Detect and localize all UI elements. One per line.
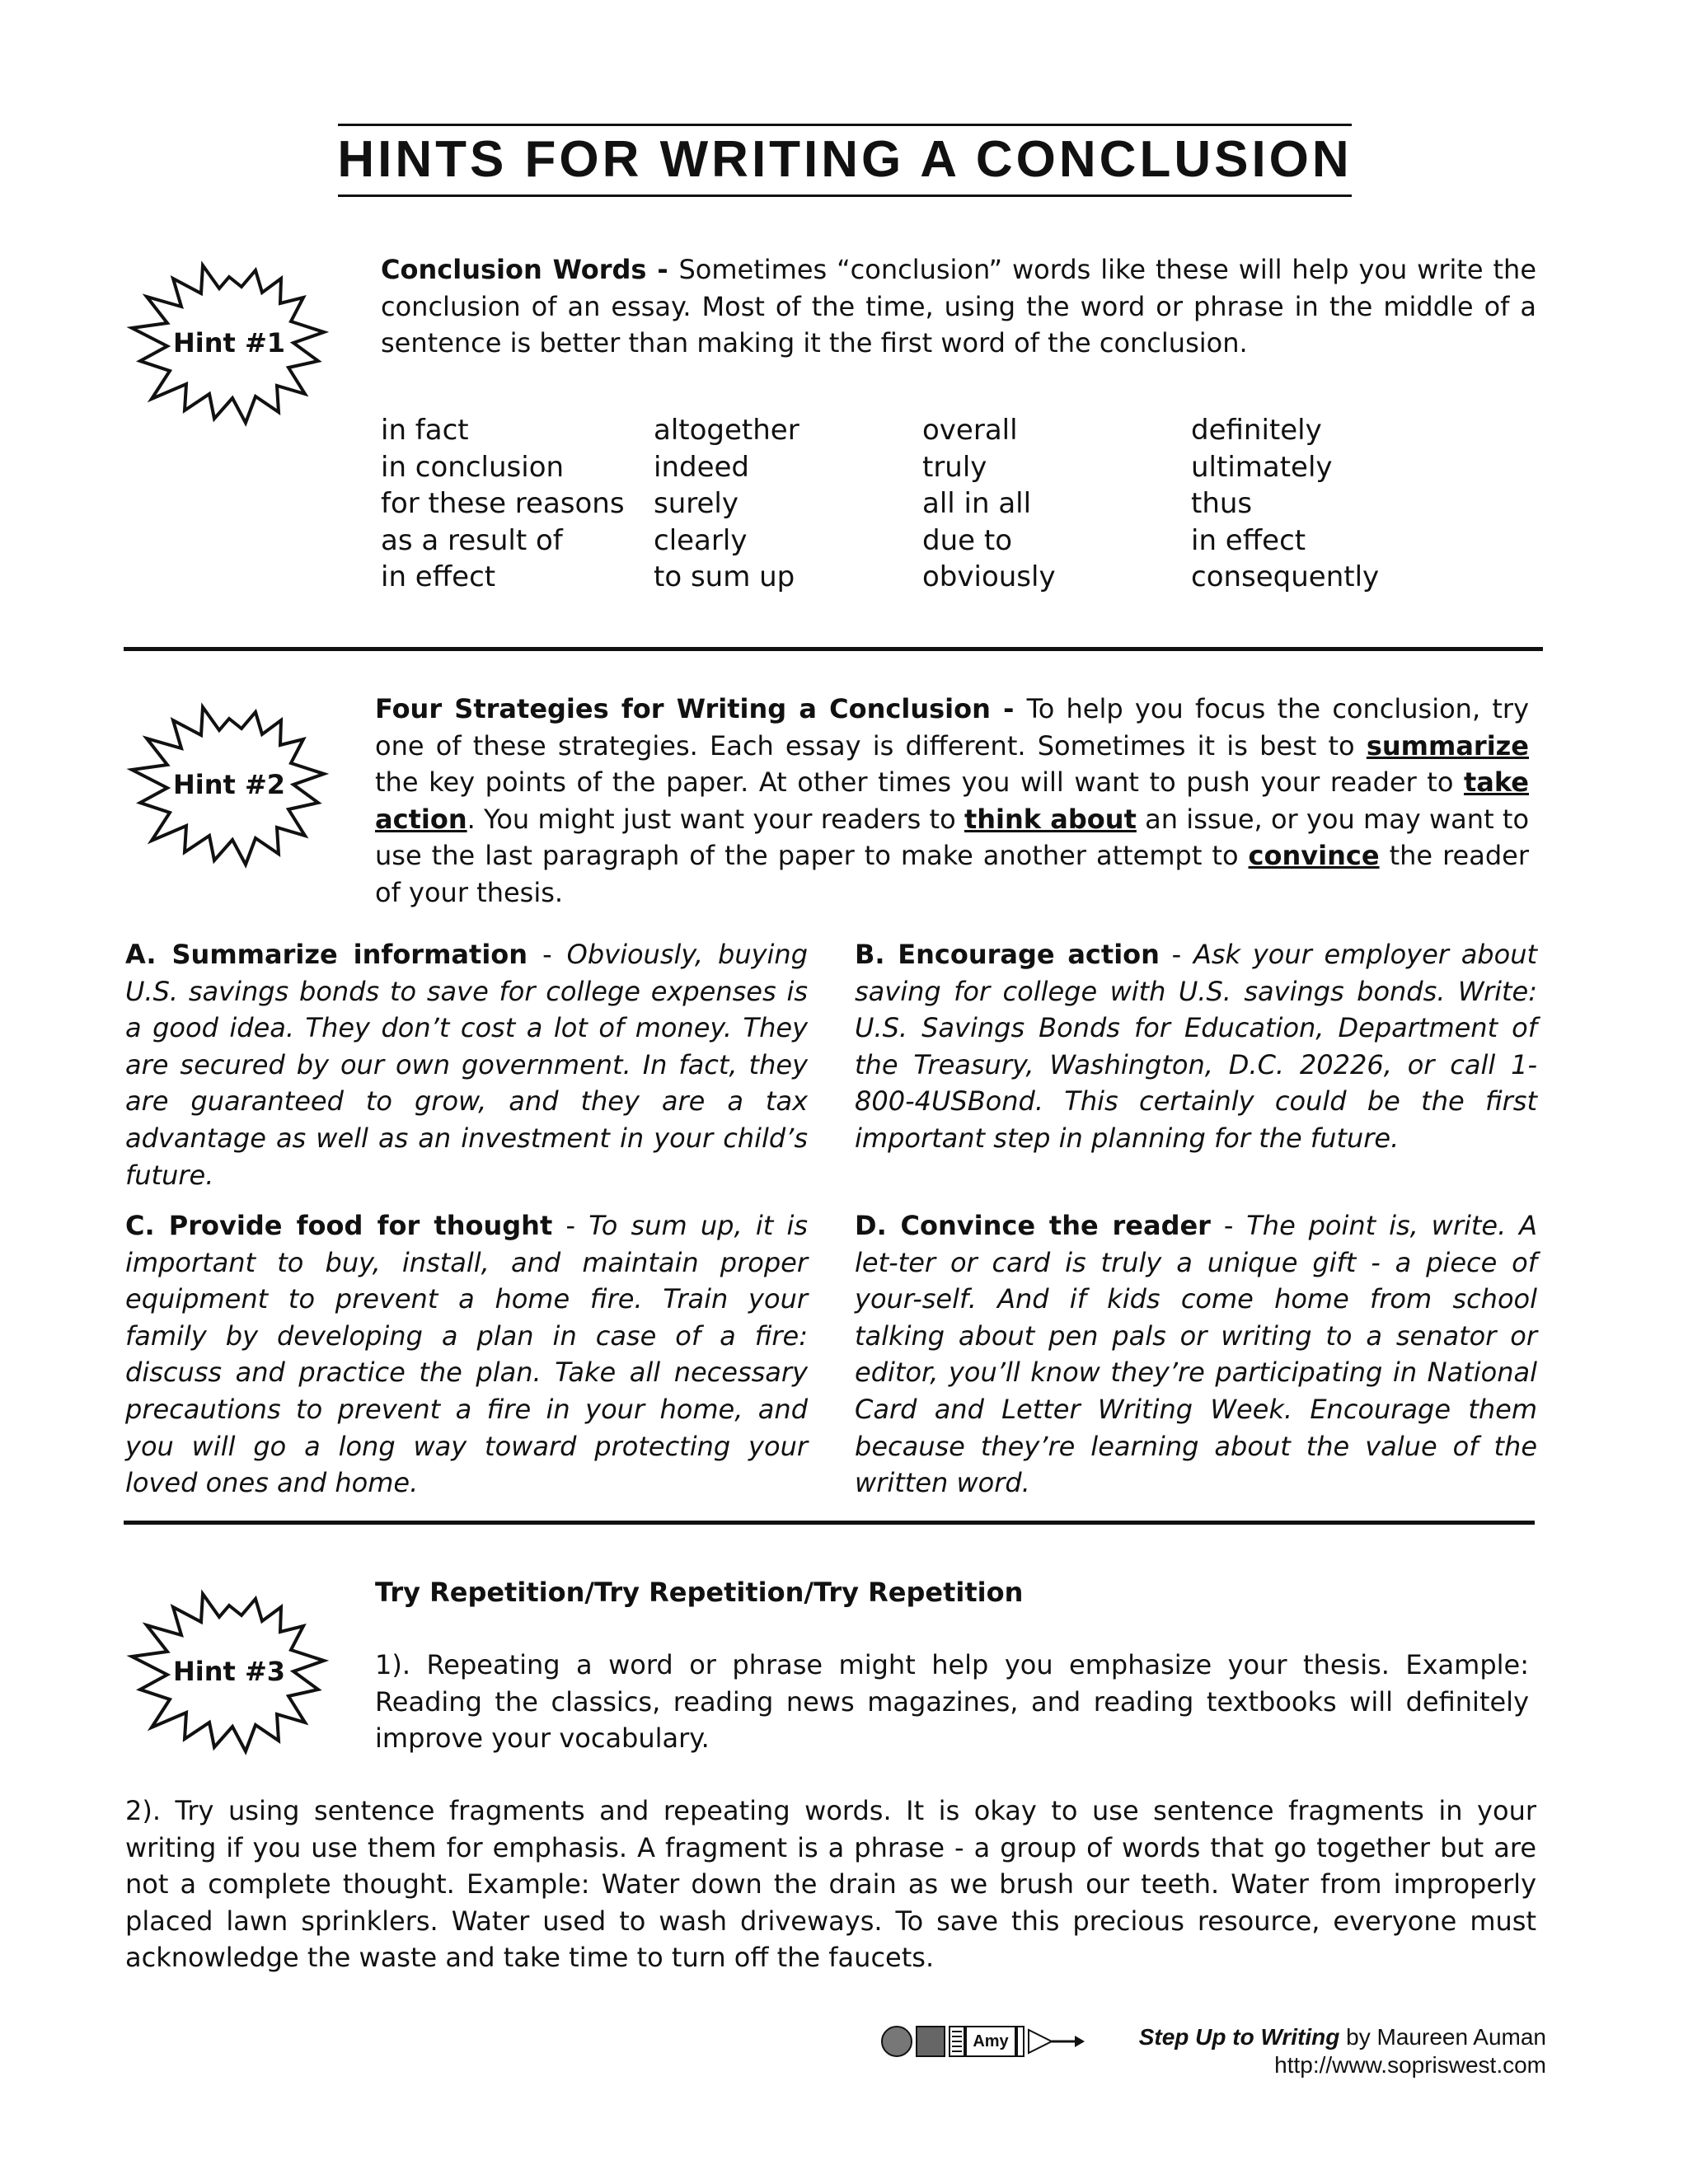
keyword-take-action: take action (375, 766, 1529, 835)
list-item: overall (922, 414, 1018, 447)
strategy-b-text: Ask your employer about saving for college with U.S. savings bonds. Write: U.S. Savings Bonds for Education, Department of the Treasury, Washington, D.C. 20226, or call 1-800-4USBond. This certainly could be the first important step in planning for the future. (855, 939, 1538, 1154)
hint3-paragraph-1: 1). Repeating a word or phrase might help you emphasize your thesis. Example: Reading the classics, reading news magazines, and reading textbooks will definitely improve your vocabulary. (375, 1649, 1529, 1755)
hint3-label: Hint #3 (172, 1656, 286, 1687)
hint2-text-2: the key points of the paper. At other times you will want to push your reader to (375, 766, 1464, 799)
book-author: by Maureen Auman (1339, 2024, 1546, 2050)
strategy-a-sep: - (528, 939, 567, 970)
hint2-paragraph (375, 691, 1529, 912)
list-item: altogether (654, 414, 799, 447)
strategy-d-sep: - (1210, 1210, 1247, 1241)
strategy-d (855, 1207, 1537, 1502)
hint2-heading: Four Strategies for Writing a Conclusion - (375, 693, 1027, 724)
strategy-c (125, 1207, 808, 1502)
hint1-label: Hint #1 (172, 327, 286, 359)
publisher-logo (880, 2023, 1086, 2060)
publisher-url: http://www.sopriswest.com (1274, 2052, 1546, 2078)
word-column-2 (654, 412, 799, 596)
strategy-a-title: A. Summarize information (125, 939, 528, 970)
strategy-a-text: Obviously, buying U.S. savings bonds to save for college expenses is a good idea. They don’t cost a lot of money. They are secured by our own government. In fact, they are guaranteed to grow, and they are a tax advantage as well as an investment in your child’s future. (125, 939, 809, 1191)
hint2-label: Hint #2 (172, 769, 286, 800)
keyword-think-about: think about (964, 803, 1137, 835)
list-item: definitely (1191, 414, 1322, 447)
list-item: truly (922, 450, 987, 484)
strategy-d-text: The point is, write. A let-ter or card is truly a unique gift - a piece of your-self. And if kids come home from school talking about pen pals or writing to a senator or editor, you’ll know they’re participating in National Card and Letter Writing Week. Encourage them because they’re learning about the value of the written word. (855, 1210, 1538, 1499)
strategy-b (855, 936, 1537, 1157)
title-rule-top (338, 124, 1352, 126)
hint1-heading: Conclusion Words - (381, 254, 679, 285)
hint3-starburst (122, 1574, 336, 1772)
page-title: HINTS FOR WRITING A CONCLUSION (337, 131, 1353, 188)
hint2-text-1: To help you focus the conclusion, try one of these strategies. Each essay is different. Sometimes it is best to (375, 693, 1530, 762)
strategy-d-title: D. Convince the reader (855, 1210, 1211, 1241)
hint2-text-5: the reader of your thesis. (375, 840, 1529, 908)
list-item: in fact (381, 414, 469, 447)
hint1-text: Sometimes “conclusion” words like these will help you write the conclusion of an essay. Most of the time, using the word or phrase in the middle of a sentence is better than making it the first word of the conclusion. (381, 254, 1537, 359)
publisher-logo-text: Amy (973, 2032, 1009, 2050)
hint2-text-4: an issue, or you may want to use the last paragraph of the paper to make another attempt to (375, 803, 1530, 872)
word-column-4 (1191, 412, 1379, 596)
section-divider-2 (124, 1521, 1535, 1525)
keyword-summarize: summarize (1366, 729, 1529, 762)
list-item: ultimately (1191, 450, 1333, 484)
list-item: obviously (922, 560, 1056, 594)
list-item: all in all (922, 487, 1032, 521)
list-item: indeed (654, 450, 749, 484)
list-item: in effect (1191, 523, 1306, 557)
list-item: in effect (381, 560, 496, 594)
list-item: in conclusion (381, 450, 565, 484)
title-rule-bottom (338, 194, 1352, 197)
word-column-1 (381, 412, 625, 596)
list-item: to sum up (654, 560, 795, 594)
list-item: as a result of (381, 523, 563, 557)
strategy-b-title: B. Encourage action (855, 939, 1160, 970)
hint3-paragraph-2: 2). Try using sentence fragments and repeating words. It is okay to use sentence fragments in your writing if you use them for emphasis. A fragment is a phrase - a group of words that go together but are not a complete thought. Example: Water down the drain as we brush our teeth. Water from improperly placed lawn sprinklers. Water used to wash driveways. To save this precious resource, everyone must acknowledge the waste and take time to turn off the faucets. (125, 1795, 1536, 1974)
list-item: thus (1191, 487, 1253, 521)
strategy-a (125, 936, 808, 1193)
footer-credit (1139, 2023, 1546, 2079)
strategy-c-text: To sum up, it is important to buy, install, and maintain proper equipment to prevent a home fire. Train your family by developing a plan in case of a fire: discuss and practice the plan. Take all necessary precautions to prevent a fire in your home, and you will go a long way toward protecting your loved ones and home. (125, 1210, 809, 1499)
list-item: for these reasons (381, 487, 625, 521)
keyword-convince: convince (1248, 840, 1380, 872)
strategy-c-title: C. Provide food for thought (125, 1210, 553, 1241)
section-divider-1 (124, 647, 1543, 651)
strategy-b-sep: - (1159, 939, 1193, 970)
hint1-starburst (122, 246, 336, 443)
book-title: Step Up to Writing (1138, 2024, 1340, 2050)
list-item: consequently (1191, 560, 1380, 594)
strategy-c-sep: - (552, 1210, 589, 1241)
hint1-paragraph (381, 251, 1536, 362)
hint2-starburst (122, 687, 336, 885)
word-column-3 (922, 412, 1056, 596)
hint2-text-3: . You might just want your readers to (467, 803, 964, 835)
list-item: due to (922, 523, 1012, 557)
list-item: surely (654, 487, 738, 521)
hint3-heading-text: Try Repetition/Try Repetition/Try Repetition (375, 1577, 1024, 1608)
hint3-heading (375, 1574, 1529, 1611)
list-item: clearly (654, 523, 748, 557)
